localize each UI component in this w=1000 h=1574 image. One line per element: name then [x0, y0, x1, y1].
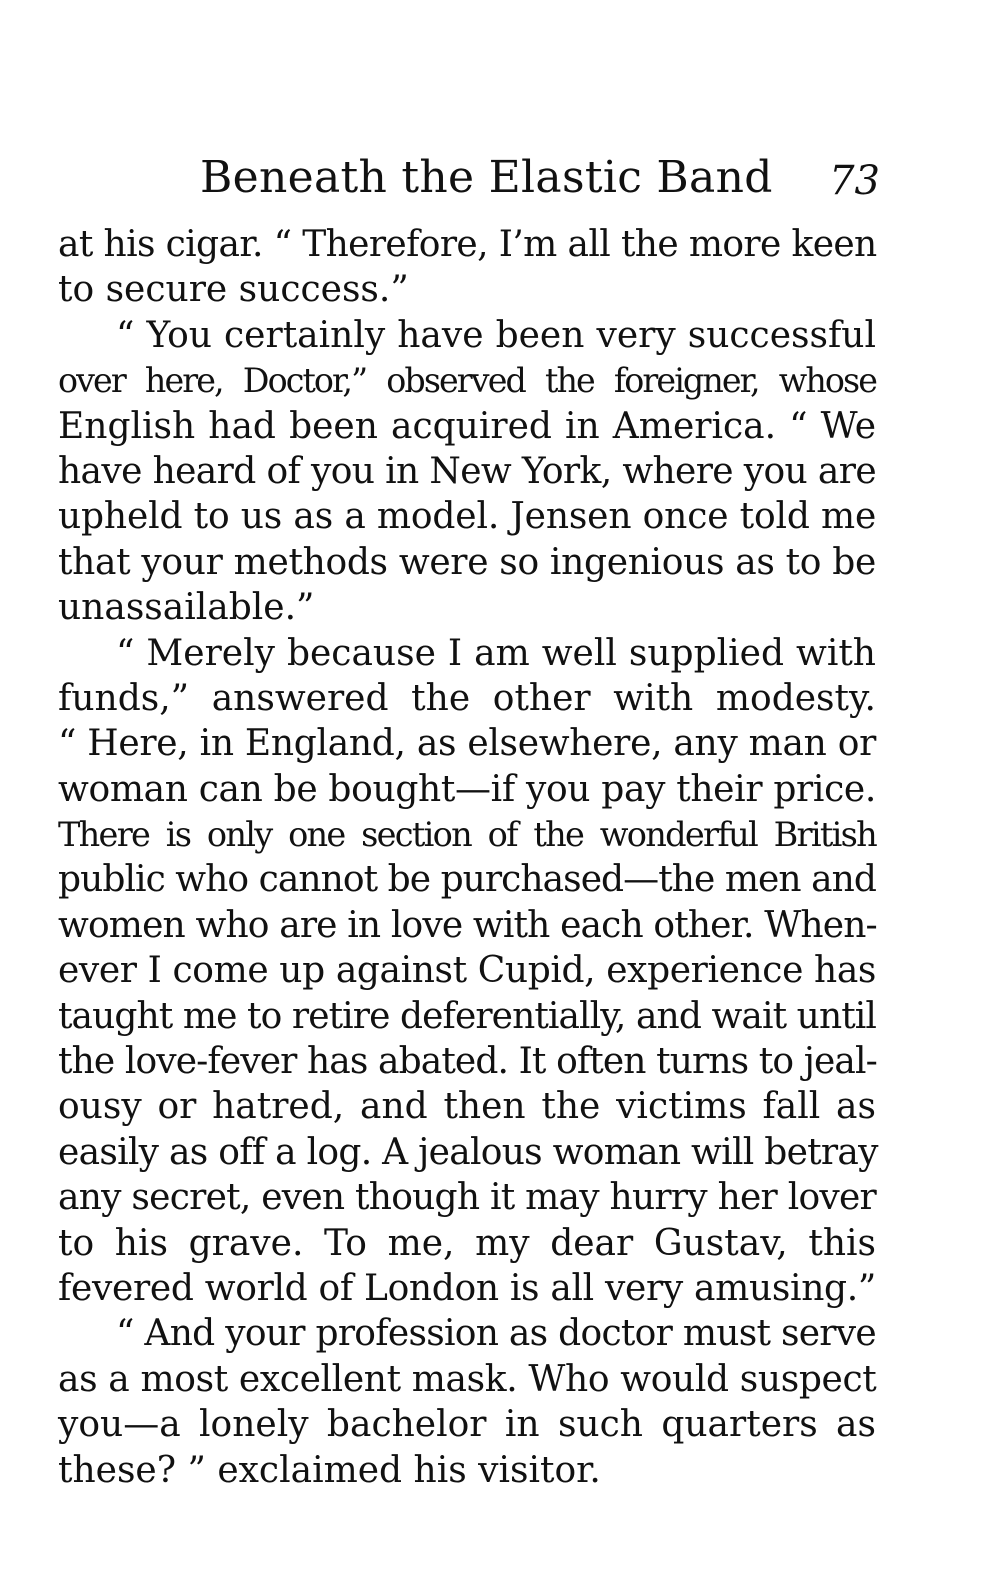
text-line: you—a lonely bachelor in such quarters as — [58, 1404, 876, 1446]
text-line: upheld to us as a model. Jensen once told me — [58, 496, 877, 538]
text-line: to his grave. To me, my dear Gustav, this — [58, 1222, 876, 1264]
text-line: fevered world of London is all very amusing.” — [58, 1267, 876, 1309]
text-line: “ And your profession as doctor must serve — [116, 1313, 876, 1355]
text-line: public who cannot be purchased—the men and — [58, 859, 876, 901]
text-line: to secure success.” — [58, 269, 409, 311]
paragraph-continuation — [58, 222, 876, 313]
text-line: There is only one section of the wonderful British — [58, 815, 876, 855]
text-line: “ Here, in England, as elsewhere, any man or — [58, 723, 876, 765]
text-line: the love-fever has abated. It often turns to jeal- — [58, 1041, 877, 1083]
text-line: woman can be bought—if you pay their price. — [58, 768, 876, 810]
text-line: women who are in love with each other. When- — [58, 904, 877, 946]
text-line: as a most excellent mask. Who would suspect — [58, 1358, 877, 1400]
paragraph-visitor-exclamation — [58, 1311, 876, 1493]
page-number: 73 — [829, 158, 880, 204]
text-line: “ Merely because I am well supplied with — [116, 632, 876, 674]
text-line: ousy or hatred, and then the victims fall as — [58, 1086, 876, 1128]
text-line: that your methods were so ingenious as to be — [58, 541, 876, 583]
paragraph-visitor-praise — [58, 313, 876, 631]
text-line: ever I come up against Cupid, experience has — [58, 950, 876, 992]
text-line: have heard of you in New York, where you are — [58, 450, 876, 492]
body-text — [58, 222, 876, 1493]
running-title: Beneath the Elastic Band — [200, 152, 773, 203]
text-line: “ You certainly have been very successful — [116, 314, 876, 356]
text-line: funds,” answered the other with modesty. — [58, 677, 876, 719]
text-line: easily as off a log. A jealous woman will betray — [58, 1131, 878, 1173]
text-line: taught me to retire deferentially, and wait until — [58, 995, 876, 1037]
text-line: unassailable.” — [58, 587, 315, 629]
text-line: these? ” exclaimed his visitor. — [58, 1449, 601, 1491]
text-line: over here, Doctor,” observed the foreigner, whose — [58, 361, 876, 401]
text-line: any secret, even though it may hurry her lover — [58, 1177, 876, 1219]
text-line: English had been acquired in America. “ We — [58, 405, 876, 447]
text-line: at his cigar. “ Therefore, I’m all the more keen — [58, 224, 877, 265]
paragraph-doctor-reply — [58, 631, 876, 1312]
running-head — [200, 150, 880, 210]
